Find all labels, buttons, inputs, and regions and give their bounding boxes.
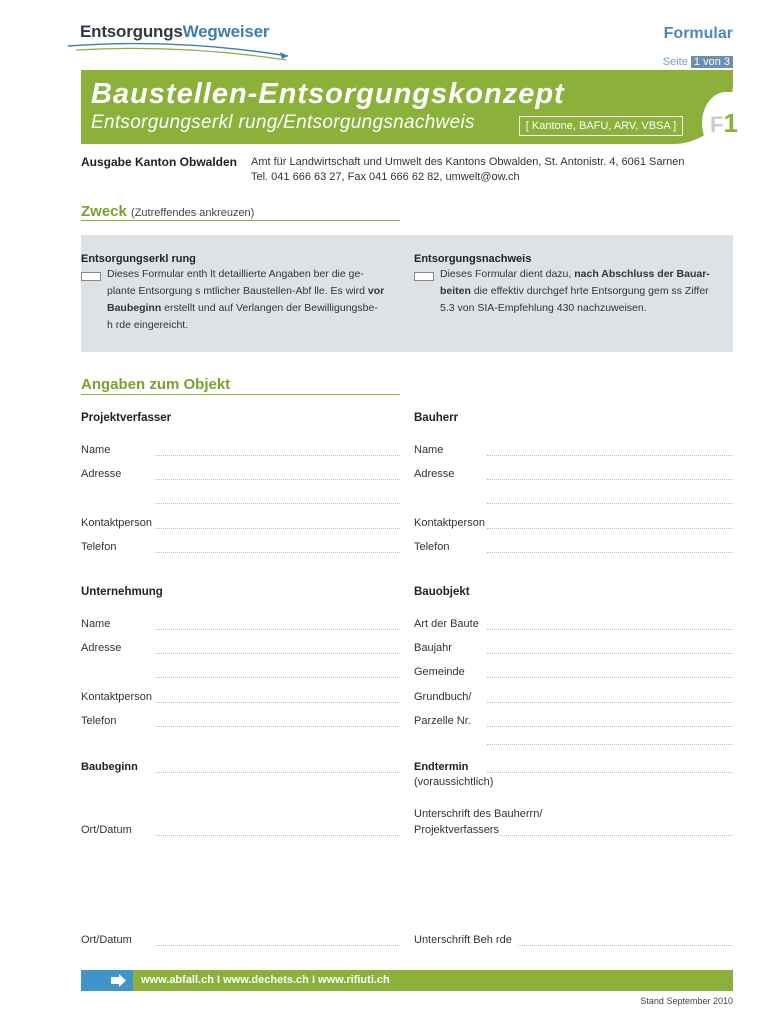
nachweis-checkbox[interactable] [414,272,434,281]
nachweis-line3: 5.3 von SIA-Empfehlung 430 nachzuweisen. [440,302,647,314]
unterschrift-behoerde-label: Unterschrift Beh rde [414,934,512,946]
un-adresse-field[interactable] [155,653,400,654]
erklaerung-heading: Entsorgungserkl rung [81,253,196,265]
stand-date: Stand September 2010 [640,996,733,1006]
form-id [710,108,738,139]
endtermin-label: Endtermin [414,761,469,773]
logo-swoosh-icon [66,40,296,64]
pv-kontakt-label: Kontaktperson [81,517,152,529]
bo-art-label: Art der Baute [414,618,479,630]
baubeginn-label: Baubeginn [81,761,138,773]
bh-telefon-field[interactable] [487,552,733,553]
pv-kontakt-field[interactable] [155,528,400,529]
zweck-title: Zweck [81,203,127,220]
bo-grundbuch-field[interactable] [487,702,733,703]
unterschrift-bauherr-line1: Unterschrift des Bauherrn/ [414,808,543,820]
angaben-heading: Angaben zum Objekt [81,376,231,393]
bh-kontakt-field[interactable] [487,528,733,529]
projektverfasser-heading: Projektverfasser [81,412,172,424]
baubeginn-field[interactable] [155,772,400,773]
form-letter: F [710,112,724,137]
angaben-divider [81,394,400,395]
ausgabe-label: Ausgabe Kanton Obwalden [81,155,238,169]
formular-label: Formular [663,25,733,42]
footer-arrow-box [81,970,133,991]
un-adresse-field-2[interactable] [155,677,400,678]
unterschrift-bauherr-line2: Projektverfassers [414,824,499,836]
un-kontakt-label: Kontaktperson [81,691,152,703]
bo-baujahr-label: Baujahr [414,642,452,654]
bh-kontakt-label: Kontaktperson [414,517,485,529]
page-title: Baustellen-Entsorgungskonzept [91,78,565,110]
bo-gemeinde-field[interactable] [487,677,733,678]
erklaerung-line4: h rde eingereicht. [107,319,189,331]
zweck-heading [81,203,254,220]
unterschrift-behoerde-field[interactable] [518,945,733,946]
kantone-badge: [ Kantone, BAFU, ARV, VBSA ] [519,116,683,136]
logo [80,22,269,42]
ausgabe-line2: Tel. 041 666 63 27, Fax 041 666 62 82, umwelt@ow.ch [251,171,520,183]
erklaerung-line2: plante Entsorgung s mtlicher Baustellen-Abf lle. Es wird vor [107,285,385,297]
logo-part1: Entsorgungs [80,22,183,41]
erklaerung-line3: Baubeginn erstellt und auf Verlangen der Bewilligungsbe- [107,302,378,314]
nachweis-line2: beiten die effektiv durchgef hrte Entsorgung gem ss Ziffer [440,285,709,297]
unterschrift-bauherr-field[interactable] [500,835,733,836]
arrow-right-icon [81,970,133,991]
bh-adresse-field[interactable] [487,479,733,480]
zweck-divider [81,220,400,221]
nachweis-heading: Entsorgungsnachweis [414,253,532,265]
bo-parzelle-field[interactable] [487,726,733,727]
pv-adresse-field[interactable] [155,479,400,480]
bo-gemeinde-label: Gemeinde [414,666,465,678]
un-name-field[interactable] [155,629,400,630]
pv-name-label: Name [81,444,111,456]
endtermin-field[interactable] [487,772,733,773]
ausgabe-line1: Amt für Landwirtschaft und Umwelt des Kantons Obwalden, St. Antonistr. 4, 6061 Sarnen [251,156,685,168]
un-name-label: Name [81,618,111,630]
page-subtitle: Entsorgungserkl rung/Entsorgungsnachweis [91,112,475,133]
logo-part2: Wegweiser [182,22,270,41]
bo-grundbuch-label: Grundbuch/ [414,691,472,703]
ausgabe-address [251,155,685,185]
bauobjekt-heading: Bauobjekt [414,586,470,598]
nachweis-line1: Dieses Formular dient dazu, nach Abschluss der Bauar- [440,268,710,280]
pv-name-field[interactable] [155,455,400,456]
un-telefon-label: Telefon [81,715,117,727]
bo-parzelle-label: Parzelle Nr. [414,715,471,727]
erklaerung-checkbox[interactable] [81,272,101,281]
pv-telefon-field[interactable] [155,552,400,553]
un-kontakt-field[interactable] [155,702,400,703]
erklaerung-text [107,266,392,334]
un-adresse-label: Adresse [81,642,122,654]
bh-name-label: Name [414,444,444,456]
nachweis-text [440,266,727,317]
pv-telefon-label: Telefon [81,541,117,553]
un-telefon-field[interactable] [155,726,400,727]
ort-datum-label-2: Ort/Datum [81,934,132,946]
erklaerung-line1: Dieses Formular enth lt detaillierte Angaben ber die ge- [107,268,364,280]
page-label: Seite [662,56,688,68]
footer-links[interactable]: www.abfall.ch I www.dechets.ch I www.rifiuti.ch [141,974,390,986]
bauherr-heading: Bauherr [414,412,459,424]
bh-adresse-field-2[interactable] [487,503,733,504]
pv-adresse-label: Adresse [81,468,122,480]
ort-datum-field-2[interactable] [155,945,400,946]
zweck-note: (Zutreffendes ankreuzen) [131,207,255,219]
endtermin-note: (voraussichtlich) [414,776,494,788]
pv-adresse-field-2[interactable] [155,503,400,504]
bo-baujahr-field[interactable] [487,653,733,654]
bh-adresse-label: Adresse [414,468,455,480]
bh-name-field[interactable] [487,455,733,456]
form-number: 1 [723,108,738,138]
ort-datum-label-1: Ort/Datum [81,824,132,836]
bh-telefon-label: Telefon [414,541,450,553]
page-number: 1 von 3 [691,56,733,68]
bo-art-field[interactable] [487,629,733,630]
unternehmung-heading: Unternehmung [81,586,163,598]
ort-datum-field-1[interactable] [155,835,400,836]
page-indicator [663,56,733,68]
bo-parzelle-field-2[interactable] [487,744,733,745]
